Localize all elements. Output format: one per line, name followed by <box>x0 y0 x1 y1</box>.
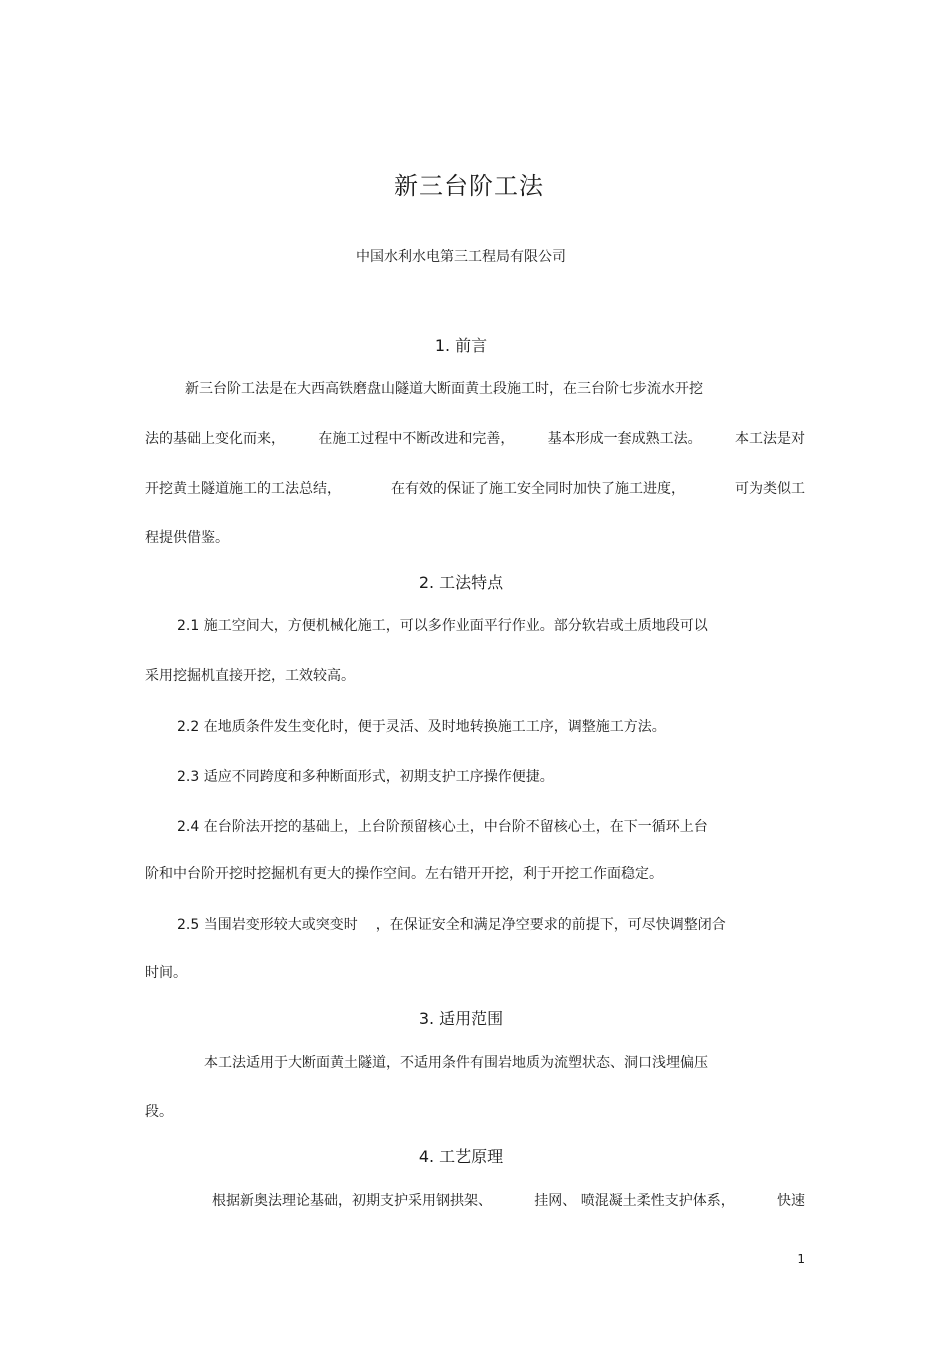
document-subtitle: 中国水利水电第三工程局有限公司 <box>356 249 566 265</box>
paragraph-line: 段。 <box>145 1104 173 1120</box>
paragraph-line: 新三台阶工法是在大西高铁磨盘山隧道大断面黄土段施工时，在三台阶七步流水开挖 <box>185 381 703 397</box>
text-segment: 基本形成一套成熟工法。 <box>547 431 702 447</box>
paragraph-line: 本工法适用于大断面黄土隧道，不适用条件有围岩地质为流塑状态、洞口浅埋偏压 <box>204 1055 708 1071</box>
text-segment: 可为类似工 <box>735 481 805 497</box>
paragraph-line: 2.2 在地质条件发生变化时，便于灵活、及时地转换施工工序，调整施工方法。 <box>177 719 666 735</box>
paragraph-line: 阶和中台阶开挖时挖掘机有更大的操作空间。左右错开开挖，利于开挖工作面稳定。 <box>145 866 663 882</box>
page-number: 1 <box>797 1252 805 1266</box>
paragraph-line: 时间。 <box>145 965 187 981</box>
text-segment: 在有效的保证了施工安全同时加快了施工进度， <box>391 481 685 497</box>
text-segment: 开挖黄土隧道施工的工法总结， <box>145 481 341 497</box>
paragraph-line <box>145 428 805 448</box>
paragraph-line <box>177 914 726 934</box>
section-heading-1: 1. 前言 <box>434 336 488 355</box>
text-segment: ，在保证安全和满足净空要求的前提下，可尽快调整闭合 <box>375 917 726 933</box>
paragraph-line <box>212 1190 805 1210</box>
text-segment: 本工法是对 <box>734 431 805 447</box>
text-segment: 2.5 当围岩变形较大或突变时 <box>177 917 358 933</box>
document-title: 新三台阶工法 <box>394 172 544 200</box>
section-heading-4: 4. 工艺原理 <box>418 1147 504 1166</box>
paragraph-line: 程提供借鉴。 <box>145 530 229 546</box>
text-segment: 挂网、 喷混凝土柔性支护体系， <box>534 1193 735 1209</box>
text-segment: 法的基础上变化而来， <box>145 431 285 447</box>
paragraph-line: 2.1 施工空间大，方便机械化施工，可以多作业面平行作业。部分软岩或土质地段可以 <box>177 618 708 634</box>
paragraph-line: 采用挖掘机直接开挖，工效较高。 <box>145 668 355 684</box>
text-segment: 快速 <box>776 1193 805 1209</box>
text-segment: 根据新奥法理论基础，初期支护采用钢拱架、 <box>212 1193 492 1209</box>
section-heading-2: 2. 工法特点 <box>418 573 504 592</box>
paragraph-line <box>145 478 805 498</box>
paragraph-line: 2.4 在台阶法开挖的基础上，上台阶预留核心土，中台阶不留核心土，在下一循环上台 <box>177 819 708 835</box>
section-heading-3: 3. 适用范围 <box>418 1009 504 1028</box>
paragraph-line: 2.3 适应不同跨度和多种断面形式，初期支护工序操作便捷。 <box>177 769 554 785</box>
text-segment: 在施工过程中不断改进和完善， <box>318 431 515 447</box>
